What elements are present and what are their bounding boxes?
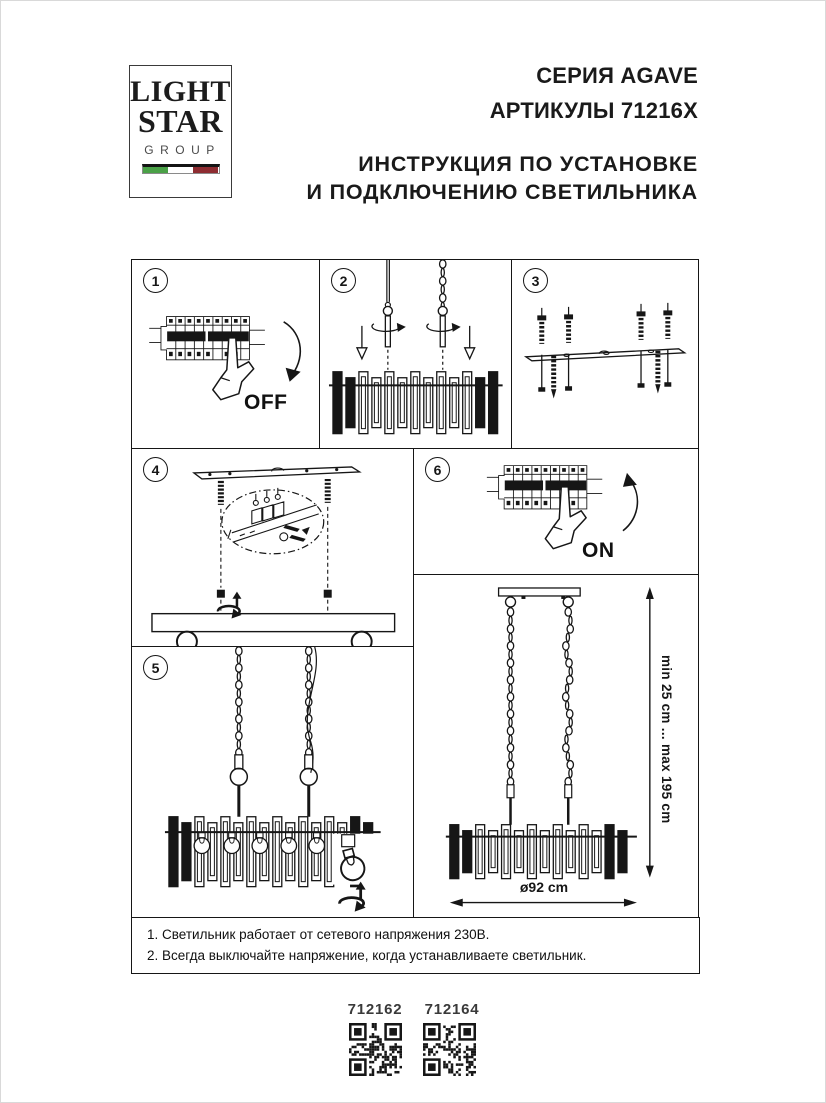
articles-title: АРТИКУЛЫ 71216X: [489, 98, 698, 123]
step-2-panel: [319, 259, 513, 450]
lightstar-logo: [129, 65, 232, 198]
step-1-number: 1: [143, 268, 168, 293]
step-5-illustration: [132, 647, 414, 918]
step-5-panel: [131, 646, 415, 919]
step-3-panel: [511, 259, 699, 450]
step-6-illustration: [414, 449, 698, 575]
step-4-number: 4: [143, 457, 168, 482]
height-range-label: min 25 cm ... max 195 cm: [659, 655, 674, 824]
qr-code-712162: [349, 1023, 402, 1076]
step-4-illustration: [132, 449, 414, 647]
italy-flag-bar: [142, 164, 220, 174]
step-2-number: 2: [331, 268, 356, 293]
step-3-number: 3: [523, 268, 548, 293]
qr-code-712164: [423, 1023, 476, 1076]
step-6-on-label: ON: [582, 539, 615, 562]
instruction-title-line1: ИНСТРУКЦИЯ ПО УСТАНОВКЕ: [358, 152, 698, 176]
article-code-1: 712162: [347, 1001, 403, 1018]
document-header: [307, 63, 698, 205]
series-title: СЕРИЯ AGAVE: [536, 63, 698, 88]
flag-green: [143, 167, 168, 173]
diameter-label: ø92 cm: [519, 879, 569, 895]
logo-word-group: GROUP: [144, 142, 221, 157]
step-1-off-label: OFF: [244, 391, 288, 414]
note-1: 1. Светильник работает от сетевого напряжения 230В.: [147, 927, 490, 942]
step-4-panel: [131, 448, 415, 648]
note-2: 2. Всегда выключайте напряжение, когда устанавливаете светильник.: [147, 947, 587, 963]
step-5-number: 5: [143, 655, 168, 680]
logo-word-star: STAR: [138, 102, 223, 139]
article-code-2: 712164: [424, 1001, 480, 1018]
notes-panel: [131, 917, 700, 974]
step-1-panel: [131, 259, 321, 450]
logo-word-light: LIGHT: [130, 75, 231, 108]
flag-white: [168, 167, 193, 173]
instruction-title-line2: И ПОДКЛЮЧЕНИЮ СВЕТИЛЬНИКА: [306, 180, 698, 204]
dimensions-illustration: [414, 575, 698, 918]
dimensions-panel: [413, 574, 699, 919]
step-6-number: 6: [425, 457, 450, 482]
flag-red: [193, 167, 218, 173]
step-6-panel: [413, 448, 699, 576]
